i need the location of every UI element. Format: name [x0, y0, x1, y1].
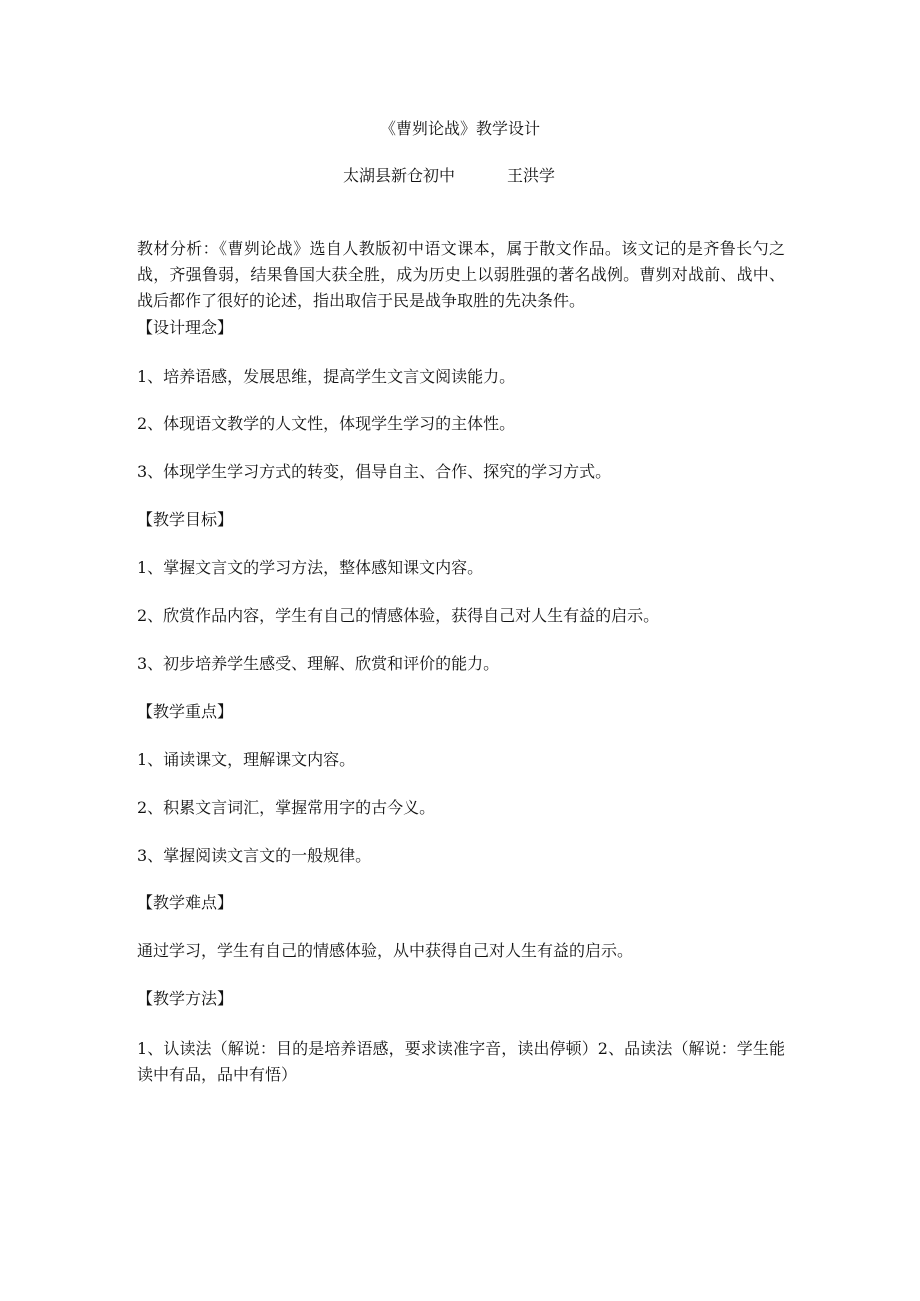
methods-text: 1、认读法（解说：目的是培养语感，要求读准字音，读出停顿）2、品读法（解说：学生能读中有品，品中有悟） [137, 1039, 785, 1084]
keypoints-item-3: 3、掌握阅读文言文的一般规律。 [137, 846, 372, 865]
keypoints-item-1: 1、诵读课文，理解课文内容。 [137, 750, 356, 769]
difficulty-heading: 【教学难点】 [137, 893, 234, 912]
difficulty-text: 通过学习，学生有自己的情感体验，从中获得自己对人生有益的启示。 [137, 941, 634, 960]
concept-heading: 【设计理念】 [137, 318, 234, 337]
concept-item-3: 3、体现学生学习方式的转变，倡导自主、合作、探究的学习方式。 [137, 462, 612, 481]
methods-heading: 【教学方法】 [137, 989, 234, 1008]
byline [343, 166, 555, 186]
concept-item-2: 2、体现语文教学的人文性，体现学生学习的主体性。 [137, 414, 516, 433]
goals-heading: 【教学目标】 [137, 510, 234, 529]
analysis-paragraph: 教材分析：《曹刿论战》选自人教版初中语文课本，属于散文作品。该文记的是齐鲁长勺之战，齐强鲁弱，结果鲁国大获全胜，成为历史上以弱胜强的著名战例。曹刿对战前、战中、战后都作了很好的论述，指出取信于民是战争取胜的先决条件。 [137, 239, 785, 310]
goals-item-2: 2、欣赏作品内容，学生有自己的情感体验，获得自己对人生有益的启示。 [137, 606, 660, 625]
goals-item-1: 1、掌握文言文的学习方法，整体感知课文内容。 [137, 558, 484, 577]
document-title: 《曹刿论战》教学设计 [379, 119, 540, 138]
goals-item-3: 3、初步培养学生感受、理解、欣赏和评价的能力。 [137, 654, 500, 673]
keypoints-item-2: 2、积累文言词汇，掌握常用字的古今义。 [137, 798, 436, 817]
concept-item-1: 1、培养语感，发展思维，提高学生文言文阅读能力。 [137, 367, 516, 386]
author-name: 王洪学 [507, 166, 556, 185]
school-name: 太湖县新仓初中 [343, 166, 456, 185]
keypoints-heading: 【教学重点】 [137, 702, 234, 721]
